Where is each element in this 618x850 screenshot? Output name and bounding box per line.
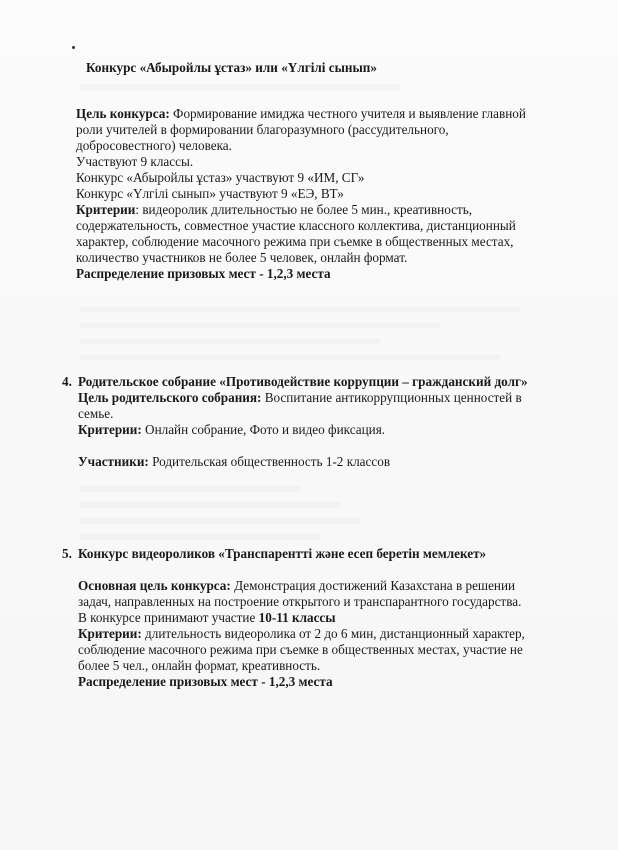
- section1-contest1: Конкурс «Абыройлы ұстаз» участвуют 9 «ИМ, СГ»: [76, 170, 365, 185]
- section5-title: Конкурс видеороликов «Транспарентті және есеп беретін мемлекет»: [78, 546, 487, 561]
- bleed-through-area-top: [80, 80, 560, 104]
- section4-goal-text1: Воспитание антикоррупционных ценностей в: [261, 390, 522, 405]
- section1-criteria-text1: : видеоролик длительностью не более 5 мин., креативность,: [135, 202, 473, 217]
- section1-participants: Участвуют 9 классы.: [76, 154, 194, 169]
- section5-prizes: Распределение призовых мест - 1,2,3 места: [78, 674, 333, 689]
- section4-criteria-text: Онлайн собрание, Фото и видео фиксация.: [141, 422, 386, 437]
- section4-criteria-line: [78, 422, 528, 438]
- section5-criteria-line1: [78, 626, 525, 642]
- section4-participants-line: [78, 454, 528, 470]
- section1-prizes: Распределение призовых мест - 1,2,3 места: [76, 266, 331, 281]
- section1-criteria-text3: характер, соблюдение масочного режима при съемке в общественных местах,: [76, 234, 514, 249]
- section5-heading: [62, 546, 525, 562]
- section1-criteria-label: Критерии: [76, 202, 136, 217]
- section1-goal-text2: роли учителей в формировании благоразумного (рассудительного,: [76, 122, 449, 137]
- section5-criteria-text1: длительность видеоролика от 2 до 6 мин, дистанционный характер,: [141, 626, 525, 641]
- section5-criteria-text2: соблюдение масочного режима при съемке в общественных местах, участие не: [78, 642, 523, 657]
- section1-contest2: Конкурс «Үлгілі сынып» участвуют 9 «ЕЭ, ВТ»: [76, 186, 344, 201]
- section1-goal-label: Цель конкурса:: [76, 106, 170, 121]
- section4-criteria-label: Критерии:: [78, 422, 142, 437]
- section4-heading: [62, 374, 528, 390]
- section1-criteria-text4: количество участников не более 5 человек, онлайн формат.: [76, 250, 408, 265]
- section4-participants-text: Родительская общественность 1-2 классов: [148, 454, 391, 469]
- section1-title: Конкурс «Абыройлы ұстаз» или «Үлгілі сынып»: [86, 60, 377, 75]
- section5-goal-label: Основная цель конкурса:: [78, 578, 231, 593]
- bleed-through-area-lower: [80, 486, 560, 550]
- section5-criteria-label: Критерии:: [78, 626, 142, 641]
- section4-goal-label: Цель родительского собрания:: [78, 390, 262, 405]
- bleed-through-area-middle: [80, 306, 560, 370]
- section4-body: [62, 390, 528, 470]
- section1-criteria-text2: содержательность, совместное участие классного коллектива, дистанционный: [76, 218, 516, 233]
- section5-goal-text2: задач, направленных на построение открытого и транспарантного государства.: [78, 594, 522, 609]
- section5-goal-line1: [78, 578, 525, 594]
- section4-number: 4.: [62, 374, 72, 389]
- section5-body: [62, 578, 525, 690]
- section1-goal-text3: добросовестного) человека.: [76, 138, 232, 153]
- section4-goal-text2: семье.: [78, 406, 114, 421]
- section5-accept-classes: 10-11 классы: [258, 610, 336, 625]
- section4-goal-line1: [78, 390, 528, 406]
- section4-participants-label: Участники:: [78, 454, 149, 469]
- section5-goal-text1: Демонстрация достижений Казахстана в решении: [230, 578, 516, 593]
- section5-accept-line: [78, 610, 525, 626]
- section4: [62, 374, 528, 470]
- section5-criteria-text3: более 5 чел., онлайн формат, креативность.: [78, 658, 321, 673]
- section1-body: [76, 106, 596, 282]
- section1-goal-line1: [76, 106, 596, 122]
- section4-title: Родительское собрание «Противодействие коррупции – гражданский долг»: [78, 374, 528, 389]
- section5: [62, 546, 525, 690]
- section5-accept-text: В конкурсе принимают участие: [78, 610, 259, 625]
- scan-dot: [72, 46, 75, 49]
- spacer: [78, 438, 528, 454]
- section1-criteria-line1: [76, 202, 596, 218]
- section1-goal-text1: Формирование имиджа честного учителя и выявление главной: [169, 106, 526, 121]
- section5-number: 5.: [62, 546, 72, 561]
